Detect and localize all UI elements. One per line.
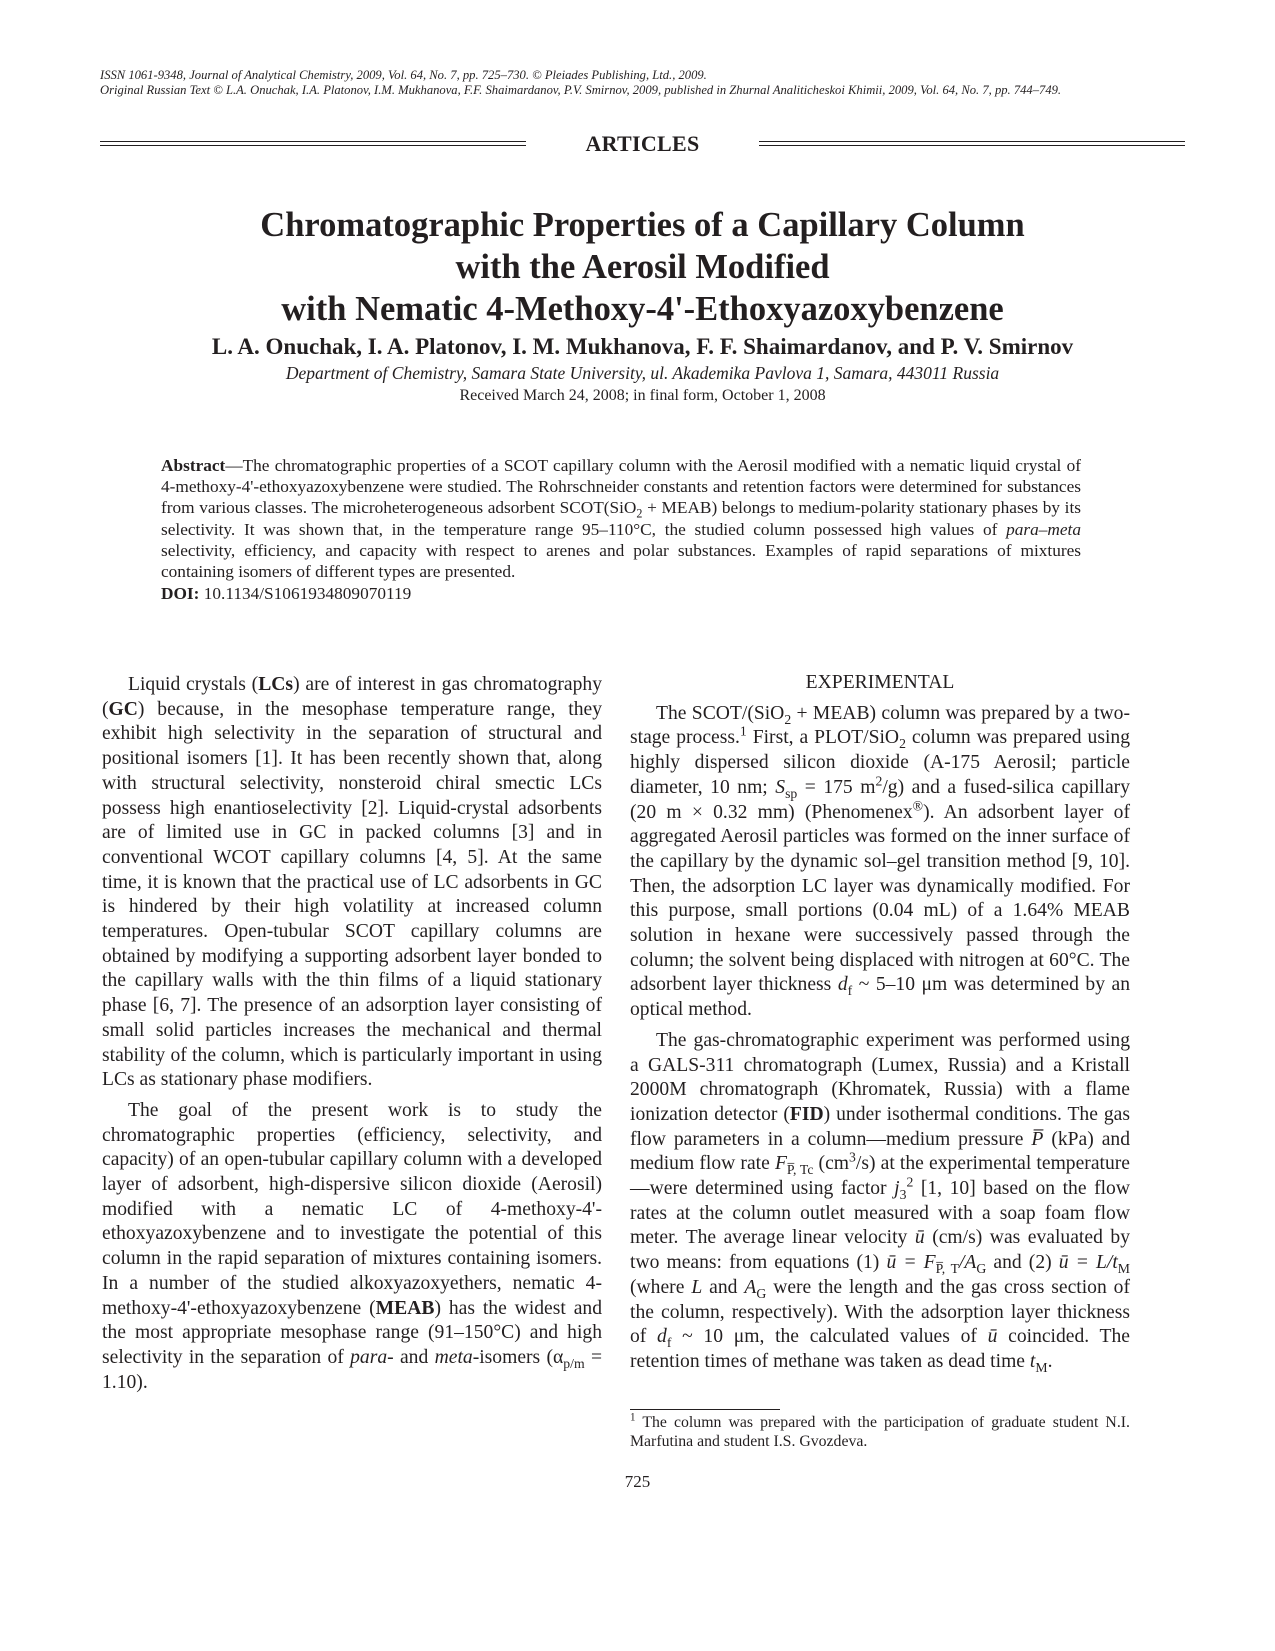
title-line-2: with the Aerosil Modified [455, 248, 830, 286]
article-title [100, 204, 1185, 330]
received-date: Received March 24, 2008; in final form, October 1, 2008 [459, 387, 826, 404]
abstract-label: Abstract [161, 456, 226, 475]
section-heading [100, 131, 1185, 161]
double-rule-right [759, 141, 1185, 146]
right-column [630, 673, 1130, 1381]
experimental-paragraph-2: The gas-chromatographic experiment was performed using a GALS-311 chromatograph (Lumex, Russia) and a Kristall 2000M chromatograph (Khromatek, Russia) with a flame ionization detector (FID) under isothermal conditions. The gas flow parameters in a column—medium pressure P̅ (kPa) and medium flow rate $F_{P̅, Tc}$ $(cm^3/s)$ at the experimental temperature—were determined using factor $j_3^2$ [1, 10] based on the flow rates at the column outlet measured with a soap foam flow meter. The average linear velocity ū (cm/s) was evaluated by two means: from equations (1) ū = $F_{P̅, T}/A_G$ and (2) ū = $L/t_M$ (where L and $A_G$ were the length and the gas cross section of the column, respectively). With the adsorption layer thickness of $d_f$ ~ 10 μm, the calculated values of ū coincided. The retention times of methane was taken as dead time $t_M$. [630, 1029, 1131, 1375]
footnote-ref: 1 [739, 723, 747, 739]
doi-label: DOI: [161, 584, 200, 603]
experimental-paragraph-1: The SCOT/(SiO$_2$ + MEAB) column was prepared by a two-stage process.$^1$ First, a PLOT/SiO$_2$ column was prepared using highly dispersed silicon dioxide (A-175 Aerosil; particle diameter, 10 nm; $S_{sp} = 175$ $m^2/g$) and a fused-silica capillary (20 m × 0.32 mm) (Phenomenex®). An adsorbent layer of aggregated Aerosil particles was formed on the inner surface of the capillary by the dynamic sol–gel transition method [9, 10]. Then, the adsorption LC layer was dynamically modified. For this purpose, small portions (0.04 mL) of a 1.64% MEAB solution in hexane were successively passed through the column; the solvent being displaced with nitrogen at 60°C. The adsorbent layer thickness $d_f$ ~ 5–10 μm was determined by an optical method. [630, 702, 1131, 1021]
doi [161, 583, 1081, 605]
footnote-mark: 1 [630, 1411, 636, 1424]
journal-header [100, 68, 1185, 97]
title-line-3: with Nematic 4-Methoxy-4'-Ethoxyazoxybenzene [281, 290, 1004, 328]
page-number: 725 [624, 1472, 651, 1491]
issn-line: ISSN 1061-9348, Journal of Analytical Chemistry, 2009, Vol. 64, No. 7, pp. 725–730. © Pleiades Publishing, Ltd., 2009. [100, 68, 707, 82]
title-line-1: Chromatographic Properties of a Capillary Column [260, 206, 1025, 244]
footnote-rule [630, 1409, 780, 1410]
section-label: ARTICLES [585, 131, 700, 156]
abstract: Abstract—The chromatographic properties of a SCOT capillary column with the Aerosil modified with a nematic liquid crystal of 4-methoxy-4'-ethoxyazoxybenzene were studied. The Rohrschneider constants and retention factors were determined for substances from various classes. The microheterogeneous adsorbent SCOT(SiO$_2$ + MEAB) belongs to medium-polarity stationary phases by its selectivity. It was shown that, in the temperature range 95–110°C, the studied column possessed high values of para–meta selectivity, efficiency, and capacity with respect to arenes and polar substances. Examples of rapid separations of mixtures containing isomers of different types are presented. [161, 456, 1081, 582]
footnote [630, 1411, 1130, 1451]
left-column [102, 673, 602, 1401]
affiliation: Department of Chemistry, Samara State University, ul. Akademika Pavlova 1, Samara, 443011 Russia [285, 363, 1000, 383]
experimental-heading: EXPERIMENTAL [805, 672, 955, 693]
doi-value: 10.1134/S1061934809070119 [199, 584, 412, 603]
original-text-line: Original Russian Text © L.A. Onuchak, I.A. Platonov, I.M. Mukhanova, F.F. Shaimardanov, P.V. Smirnov, 2009, published in Zhurnal Analiticheskoi Khimii, 2009, Vol. 64, No. 7, pp. 744–749. [100, 82, 1062, 97]
intro-paragraph-2: The goal of the present work is to study the chromatographic properties (efficiency, selectivity, and capacity) of an open-tubular capillary column with a developed layer of adsorbent, high-dispersive silicon dioxide (Aerosil) modified with a nematic LC of 4-methoxy-4'-ethoxyazoxybenzene and to investigate the potential of this column in the rapid separation of mixtures containing isomers. In a number of the studied alkoxyazoxyethers, nematic 4-methoxy-4'-ethoxyazoxybenzene (MEAB) has the widest and the most appropriate mesophase range (91–150°C) and high selectivity in the separation of para- and meta-isomers $(\alpha_{p/m} = 1.10)$. [102, 1099, 602, 1393]
intro-paragraph-1: Liquid crystals (LCs) are of interest in gas chromatography (GC) because, in the mesophase temperature range, they exhibit high selectivity in the separation of structural and positional isomers [1]. It has been recently shown that, along with structural selectivity, nonsteroid chiral smectic LCs possess high enantioselectivity [2]. Liquid-crystal adsorbents are of limited use in GC in packed columns [3] and in conventional WCOT capillary columns [4, 5]. At the same time, it is known that the practical use of LC adsorbents in GC is hindered by their high volatility at increased column temperatures. Open-tubular SCOT capillary columns are obtained by modifying a supporting adsorbent layer bonded to the capillary walls with the thin films of a liquid stationary phase [6, 7]. The presence of an adsorption layer consisting of small solid particles increases the mechanical and thermal stability of the column, which is particularly important in using LCs as stationary phase modifiers. [102, 674, 602, 1091]
footnote-text: The column was prepared with the participation of graduate student N.I. Marfutina and student I.S. Gvozdeva. [630, 1414, 1130, 1450]
authors: L. A. Onuchak, I. A. Platonov, I. M. Mukhanova, F. F. Shaimardanov, and P. V. Smirnov [211, 334, 1074, 359]
